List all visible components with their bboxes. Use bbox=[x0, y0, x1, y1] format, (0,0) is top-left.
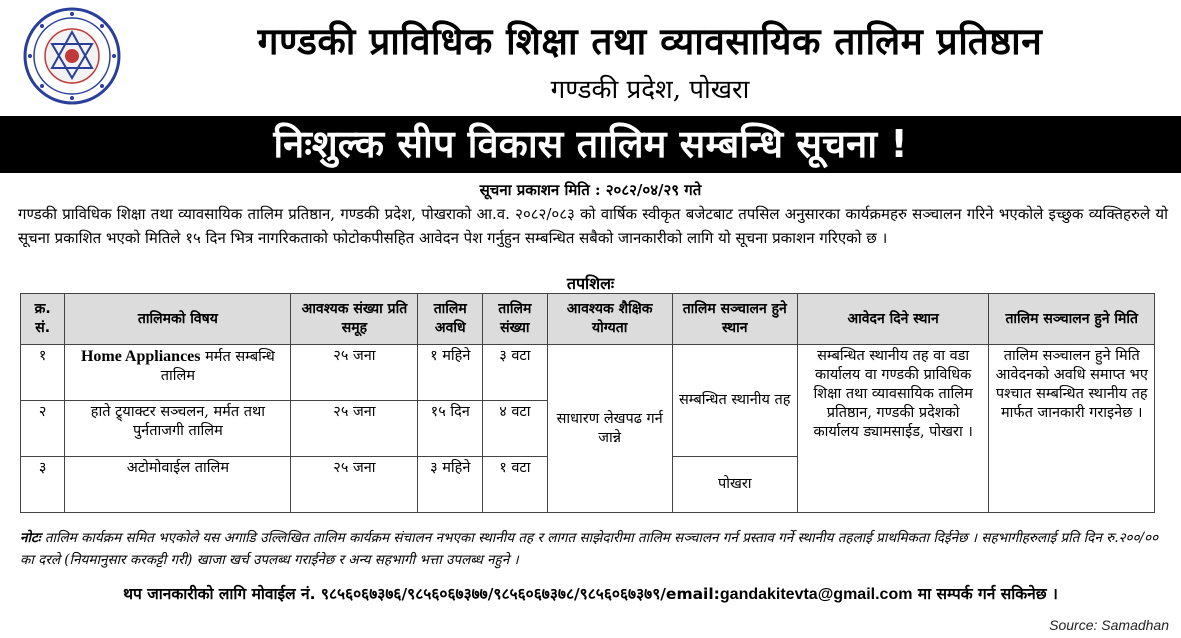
cell-group-size: २५ जना bbox=[291, 401, 418, 457]
header-venue: तालिम सञ्चालन हुने स्थान bbox=[672, 294, 797, 345]
schedule-heading: तपशिलः bbox=[566, 274, 615, 293]
cell-group-size: २५ जना bbox=[291, 345, 418, 401]
cell-duration: १ महिने bbox=[418, 345, 483, 401]
table-row bbox=[21, 345, 1155, 401]
cell-subject-latin: Home Appliances bbox=[80, 348, 201, 365]
cell-qualification: साधारण लेखपढ गर्न जान्ने bbox=[547, 345, 672, 513]
cell-duration: ३ महिने bbox=[418, 457, 483, 513]
cell-subject-text: मर्मत सम्बन्धि तालिम bbox=[160, 349, 275, 384]
cell-count: १ वटा bbox=[483, 457, 548, 513]
source-credit: Source: Samadhan bbox=[1049, 617, 1169, 633]
cell-venue-pokhara: पोखरा bbox=[672, 457, 797, 513]
cell-subject: अटोमोवाईल तालिम bbox=[65, 457, 291, 513]
cell-subject bbox=[65, 345, 291, 401]
cell-date: तालिम सञ्चालन हुने मिति आवेदनको अवधि समाप्त भए पश्चात सम्बन्धित स्थानीय तह मार्फत जानकारी गराइनेछ । bbox=[989, 345, 1155, 513]
page-title: गण्डकी प्राविधिक शिक्षा तथा व्यावसायिक तालिम प्रतिष्ठान bbox=[257, 20, 1043, 63]
header-count: तालिम संख्या bbox=[483, 294, 548, 345]
header-date: तालिम सञ्चालन हुने मिति bbox=[989, 294, 1155, 345]
contact-suffix: मा सम्पर्क गर्न सकिनेछ । bbox=[912, 585, 1058, 603]
cell-subject: हाते ट्र्याक्टर सञ्चलन, मर्मत तथा पुर्नताजगी तालिम bbox=[65, 401, 291, 457]
cell-sn: ३ bbox=[21, 457, 65, 513]
contact-line bbox=[0, 582, 1181, 604]
note-text: तालिम कार्यक्रम समित भएकोले यस अगाडि उल्लिखित तालिम कार्यक्रम संचालन नभएका स्थानीय तह र लागत साझेदारीमा तालिम सञ्चालन गर्न प्रस्ताव गर्ने स्थानीय तहलाई प्राथमिकता दिईनेछ । सहभागीहरुलाई प्रति दिन रु.२००/०० का दरले (नियमानुसार करकट्टी गरी) खाजा खर्च उपलब्ध गराईनेछ र अन्य सहभागी भत्ता उपलब्ध नहुने । bbox=[20, 530, 1159, 568]
cell-group-size: २५ जना bbox=[291, 457, 418, 513]
note-paragraph bbox=[20, 527, 1160, 571]
notice-header bbox=[0, 0, 1181, 112]
contact-email[interactable]: gandakitevta@gmail.com bbox=[719, 586, 913, 603]
header-sn: क्र. सं. bbox=[21, 294, 65, 345]
contact-prefix: थप जानकारीको लागि मोवाईल नं. ९८५६०६७३७६/९८५६०६७३७७/९८५६०६७३७८/९८५६०६७३७९/email: bbox=[123, 585, 720, 603]
header-qualification: आवश्यक शैक्षिक योग्यता bbox=[547, 294, 672, 345]
header-duration: तालिम अवधि bbox=[418, 294, 483, 345]
notice-banner: निःशुल्क सीप विकास तालिम सम्बन्धि सूचना ! bbox=[0, 116, 1181, 173]
cell-apply-place: सम्बन्धित स्थानीय तह वा वडा कार्यालय वा गण्डकी प्राविधिक शिक्षा तथा व्यावसायिक तालिम प्रतिष्ठान, गण्डकी प्रदेशको कार्यालय ड्यामसाईड, पोखरा । bbox=[797, 345, 989, 513]
intro-paragraph: गण्डकी प्राविधिक शिक्षा तथा व्यावसायिक तालिम प्रतिष्ठान, गण्डकी प्रदेश, पोखराको आ.व. २०८२/०८३ को वार्षिक स्वीकृत बजेटबाट तपसिल अनुसारका कार्यक्रमहरु सञ्चालन गरिने भएकोले इच्छुक व्यक्तिहरुले यो सूचना प्रकाशित भएको मितिले १५ दिन भित्र नागरिकताको फोटोकपीसहित आवेदन पेश गर्नुहुन सम्बन्धित सबैको जानकारीको लागि यो सूचना प्रकाशन गरिएको छ । bbox=[18, 205, 1168, 247]
cell-venue-local: सम्बन्धित स्थानीय तह bbox=[672, 345, 797, 457]
institute-seal-icon bbox=[22, 6, 122, 106]
header-apply-place: आवेदन दिने स्थान bbox=[797, 294, 989, 345]
cell-count: ३ वटा bbox=[483, 345, 548, 401]
cell-count: ४ वटा bbox=[483, 401, 548, 457]
cell-duration: १५ दिन bbox=[418, 401, 483, 457]
cell-sn: १ bbox=[21, 345, 65, 401]
header-group-size: आवश्यक संख्या प्रति समूह bbox=[291, 294, 418, 345]
training-schedule-table bbox=[20, 293, 1155, 513]
header-subject: तालिमको विषय bbox=[65, 294, 291, 345]
table-header-row bbox=[21, 294, 1155, 345]
page-subtitle: गण्डकी प्रदेश, पोखरा bbox=[550, 75, 750, 105]
cell-sn: २ bbox=[21, 401, 65, 457]
publication-date: सूचना प्रकाशन मिति : २०८२/०४/२९ गते bbox=[479, 181, 702, 199]
note-label: नोटः bbox=[20, 530, 41, 546]
